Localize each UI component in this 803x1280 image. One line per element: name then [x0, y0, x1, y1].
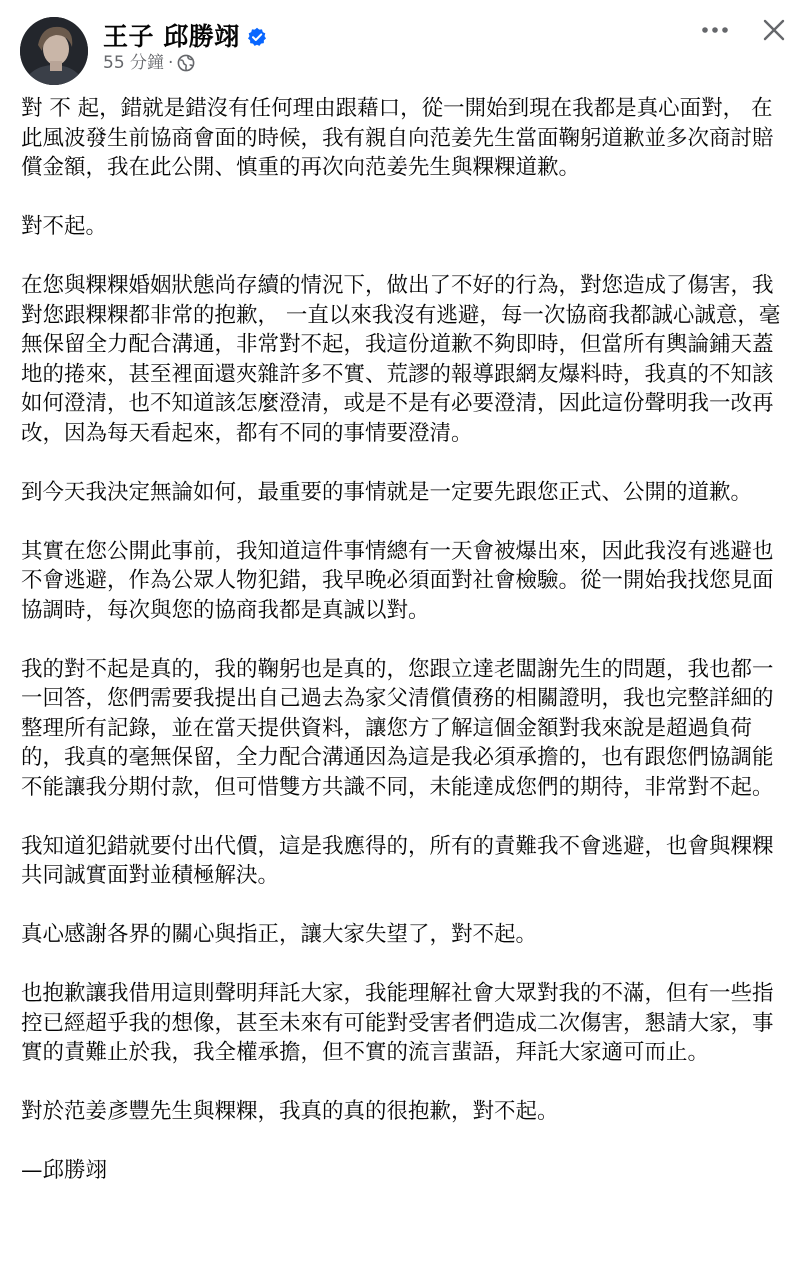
post-paragraph: 真心感謝各界的關心與指正，讓大家失望了，對不起。 — [21, 922, 538, 947]
post-paragraph: 在您與粿粿婚姻狀態尚存續的情況下，做出了不好的行為，對您造成了傷害，我對您跟粿粿都非常的抱歉， 一直以來我沒有逃避，每一次協商我都誠心誠意，毫無保留全力配合溝通，非常對不起，我這份道歉不夠即時，但當所有輿論鋪天蓋地的捲來，甚至裡面還夾雜許多不實、荒謬的報導跟網友爆料時，我真的不知該如何澄清，也不知道該怎麼澄清，或是不是有必要澄清，因此這份聲明我一改再改，因為每天看起來，都有不同的事情要澄清。 — [21, 273, 781, 446]
post-timestamp[interactable]: 55 分鐘 — [103, 53, 165, 73]
post-paragraph: 也抱歉讓我借用這則聲明拜託大家，我能理解社會大眾對我的不滿，但有一些指控已經超乎我的想像，甚至未來有可能對受害者們造成二次傷害，懇請大家，事實的責難止於我，我全權承擔，但不實的流言蜚語，拜託大家適可而止。 — [21, 981, 774, 1065]
close-icon — [763, 19, 785, 41]
post-body — [21, 94, 789, 1186]
profile-photo — [20, 17, 88, 85]
post-paragraph: 到今天我決定無論如何，最重要的事情就是一定要先跟您正式、公開的道歉。 — [21, 479, 753, 505]
post-meta — [103, 52, 195, 74]
post-signature: —邱勝翊 — [21, 1158, 108, 1183]
avatar[interactable] — [20, 17, 88, 85]
post-header — [0, 0, 803, 90]
post-paragraph: 我知道犯錯就要付出代價，這是我應得的，所有的責難我不會逃避，也會與粿粿共同誠實面對並積極解決。 — [21, 833, 774, 888]
meta-separator: · — [168, 53, 174, 73]
author-name[interactable]: 王子 邱勝翊 — [103, 22, 240, 51]
more-options-icon — [701, 26, 729, 34]
post-paragraph: 我的對不起是真的，我的鞠躬也是真的，您跟立達老闆謝先生的問題，我也都一一回答，您們需要我提出自己過去為家父清償債務的相關證明，我也完整詳細的整理所有記錄，並在當天提供資料，讓您方了解這個金額對我來說是超過負荷的，我真的毫無保留，全力配合溝通因為這是我必須承擔的，也有跟您們協調能不能讓我分期付款，但可惜雙方共識不同，未能達成您們的期待，非常對不起。 — [21, 656, 774, 800]
close-button[interactable] — [758, 14, 790, 46]
post-paragraph: 對於范姜彥豐先生與粿粿，我真的真的很抱歉，對不起。 — [21, 1099, 559, 1124]
globe-icon[interactable] — [177, 54, 195, 72]
post-paragraph: 其實在您公開此事前，我知道這件事情總有一天會被爆出來，因此我沒有逃避也不會逃避，作為公眾人物犯錯，我早晚必須面對社會檢驗。從一開始我找您見面協調時，每次與您的協商我都是真誠以對。 — [21, 538, 774, 623]
author-row — [103, 22, 267, 52]
post-paragraph: 對不起。 — [21, 214, 108, 239]
verified-badge-icon — [247, 27, 267, 47]
more-options-button[interactable] — [698, 16, 732, 44]
post-paragraph: 對 不 起，錯就是錯沒有任何理由跟藉口，從一開始到現在我都是真心面對， 在此風波發生前協商會面的時候，我有親自向范姜先生當面鞠躬道歉並多次商討賠償金額，我在此公開、慎重的再次向范姜先生與粿粿道歉。 — [21, 96, 774, 180]
